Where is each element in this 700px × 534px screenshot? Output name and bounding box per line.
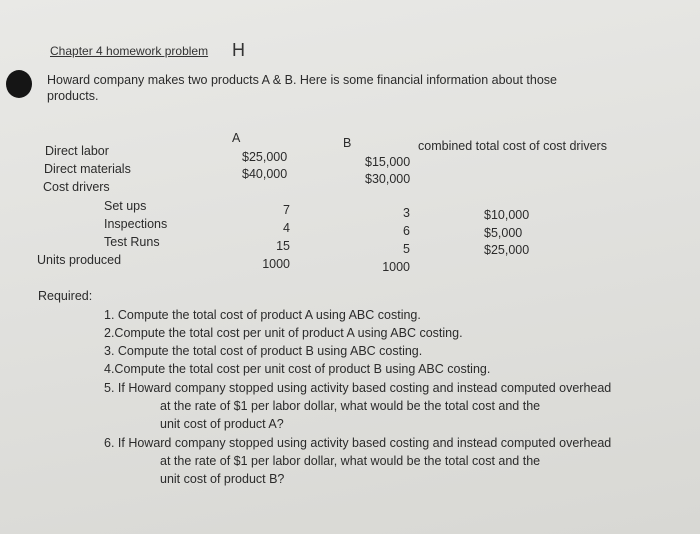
test-runs-label: Test Runs — [104, 235, 160, 249]
inspections-total: $5,000 — [484, 226, 523, 240]
required-label: Required: — [38, 289, 93, 303]
question-6-line-2: at the rate of $1 per labor dollar, what would be the total cost and the — [160, 454, 541, 468]
column-header-b: B — [343, 136, 352, 150]
direct-materials-label: Direct materials — [44, 162, 131, 176]
question-2: 2.Compute the total cost per unit of product A using ABC costing. — [104, 326, 463, 340]
setups-a: 7 — [283, 203, 290, 217]
intro-line-1: Howard company makes two products A & B. Here is some financial information about those — [47, 73, 557, 87]
intro-line-2: products. — [47, 89, 99, 103]
binder-hole — [6, 70, 32, 98]
setups-b: 3 — [403, 206, 410, 220]
question-6-line-1: 6. If Howard company stopped using activity based costing and instead computed overhead — [104, 436, 612, 450]
inspections-a: 4 — [283, 221, 290, 235]
units-a: 1000 — [262, 257, 290, 271]
direct-labor-label: Direct labor — [45, 144, 109, 158]
chapter-title: Chapter 4 homework problem — [50, 44, 209, 58]
question-5-line-3: unit cost of product A? — [160, 417, 284, 431]
inspections-label: Inspections — [104, 217, 168, 231]
direct-labor-b: $15,000 — [365, 155, 411, 169]
question-5-line-1: 5. If Howard company stopped using activity based costing and instead computed overhead — [104, 381, 612, 395]
column-header-combined: combined total cost of cost drivers — [418, 139, 607, 153]
question-5-line-2: at the rate of $1 per labor dollar, what would be the total cost and the — [160, 399, 541, 413]
question-3: 3. Compute the total cost of product B using ABC costing. — [104, 344, 423, 358]
handwritten-letter: H — [232, 40, 245, 60]
test-runs-a: 15 — [276, 239, 290, 253]
question-1: 1. Compute the total cost of product A using ABC costing. — [104, 308, 421, 322]
question-6-line-3: unit cost of product B? — [160, 472, 285, 486]
units-produced-label: Units produced — [37, 253, 122, 267]
cost-drivers-label: Cost drivers — [43, 180, 110, 194]
direct-materials-a: $40,000 — [242, 167, 288, 181]
setups-label: Set ups — [104, 199, 147, 213]
direct-labor-a: $25,000 — [242, 150, 288, 164]
test-runs-b: 5 — [403, 242, 410, 256]
column-header-a: A — [232, 131, 241, 145]
units-b: 1000 — [382, 260, 410, 274]
test-runs-total: $25,000 — [484, 243, 530, 257]
inspections-b: 6 — [403, 224, 410, 238]
setups-total: $10,000 — [484, 208, 530, 222]
direct-materials-b: $30,000 — [365, 172, 411, 186]
question-4: 4.Compute the total cost per unit cost of product B using ABC costing. — [104, 362, 491, 376]
